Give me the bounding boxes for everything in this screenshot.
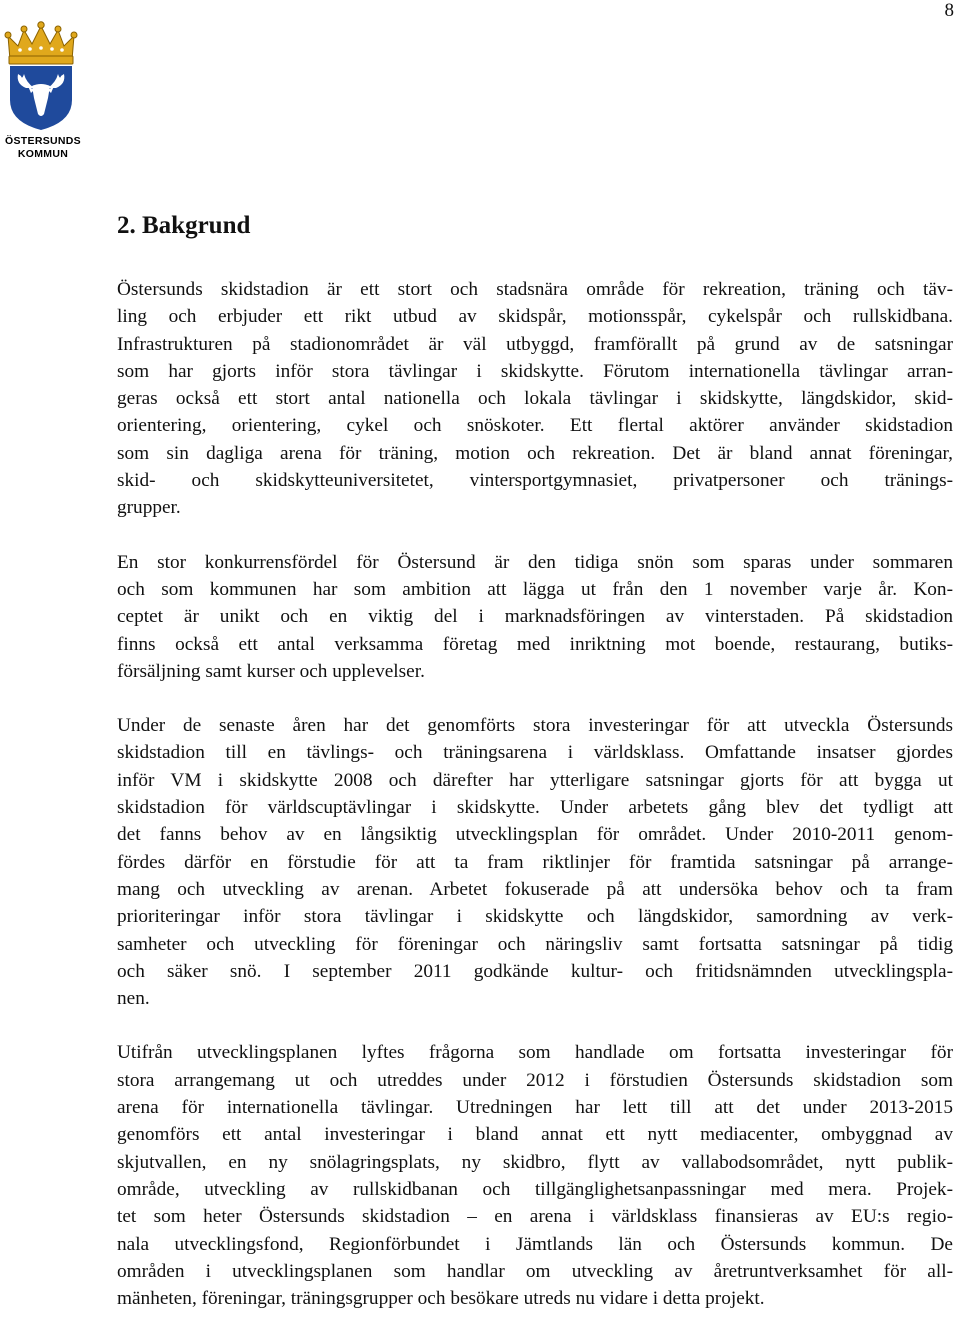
text-line: skjutvallen, en ny snölagringsplats, ny skidbro, flytt av vallabodsområdet, nytt publik- (117, 1151, 953, 1173)
municipality-logo (4, 20, 81, 165)
text-line: En stor konkurrensfördel för Östersund är den tidiga snön som sparas under sommaren (117, 551, 953, 573)
crown-icon (5, 22, 77, 64)
text-line: ling och erbjuder ett rikt utbud av skidspår, motionsspår, cykelspår och rullskidbana. (117, 306, 953, 328)
text-line: mang och utveckling av arenan. Arbetet fokuserade på att undersöka behov och ta fram (117, 878, 953, 900)
text-line: tet som heter Östersunds skidstadion – en arena i världsklass finansieras av EU:s regio- (117, 1206, 953, 1228)
text-line: Östersunds skidstadion är ett stort och stadsnära område för rekreation, träning och täv- (117, 279, 953, 300)
text-line: nen. (117, 988, 150, 1010)
paragraph (117, 549, 953, 685)
section-heading: 2. Bakgrund (117, 212, 251, 239)
text-line: skidstadion för världscuptävlingar i skidskytte. Under arbetets gång blev det tydligt att (117, 797, 953, 819)
text-line: område, utveckling av rullskidbanan och tillgänglighetsanpassningar med mera. Projek- (117, 1178, 953, 1200)
text-line: orientering, orientering, cykel och snöskoter. Ett flertal aktörer använder skidstadion (117, 415, 953, 437)
paragraph (117, 1039, 953, 1312)
paragraph (117, 712, 953, 1012)
text-line: och som kommunen har som ambition att lägga ut från den 1 november varje år. Kon- (117, 578, 953, 600)
text-line: samheter och utveckling för föreningar och näringsliv samt fortsatta satsningar på tidig (117, 933, 953, 955)
text-line: genomförs ett antal investeringar i bland annat ett nytt mediacenter, ombyggnad av (117, 1124, 953, 1146)
paragraph (117, 276, 953, 522)
text-line: inför VM i skidskytte 2008 och därefter har ytterligare satsningar gjorts för att bygga ut (117, 769, 953, 791)
text-line: skid- och skidskytteuniversitetet, vintersportgymnasiet, privatpersoner och tränings- (117, 470, 953, 492)
logo-text-line2: KOMMUN (17, 148, 69, 160)
text-line: ceptet är unikt och en viktig del i marknadsföringen av vinterstaden. På skidstadion (117, 606, 953, 628)
text-line: mänheten, föreningar, träningsgrupper och besökare utreds nu vidare i detta projekt. (117, 1288, 765, 1310)
text-line: skidstadion till en tävlings- och träningsarena i världsklass. Omfattande insatser gjordes (117, 742, 953, 764)
text-line: stora arrangemang ut och utreddes under 2012 i förstudien Östersunds skidstadion som (117, 1069, 953, 1091)
text-line: arena för internationella tävlingar. Utredningen har lett till att det under 2013-2015 (117, 1097, 953, 1119)
text-line: som har gjorts inför stora tävlingar i skidskytte. Förutom internationella tävlingar arran- (117, 360, 953, 382)
page-number: 8 (944, 0, 954, 21)
text-line: och säker snö. I september 2011 godkände kultur- och fritidsnämnden utvecklingspla- (117, 960, 953, 982)
logo-text-line1: ÖSTERSUNDS (5, 135, 81, 147)
text-line: finns också ett antal verksamma företag med inriktning mot boende, restaurang, butiks- (117, 633, 953, 655)
text-line: grupper. (117, 497, 181, 519)
text-line: Infrastrukturen på stadionområdet är väl utbyggd, framförallt på grund av de satsningar (117, 333, 953, 355)
text-line: Under de senaste åren har det genomförts stora investeringar för att utveckla Östersunds (117, 715, 953, 737)
body-text (117, 276, 953, 1339)
text-line: nala utvecklingsfond, Regionförbundet i Jämtlands län och Östersunds kommun. De (117, 1233, 953, 1255)
text-line: försäljning samt kurser och upplevelser. (117, 660, 425, 682)
text-line: det fanns behov av en långsiktig utvecklingsplan för området. Under 2010-2011 genom- (117, 824, 953, 846)
text-line: geras också ett stort antal nationella och lokala tävlingar i skidskytte, längdskidor, skid- (117, 388, 953, 410)
text-line: som sin dagliga arena för träning, motion och rekreation. Det är bland annat föreningar, (117, 442, 953, 464)
text-line: fördes därför en förstudie för att ta fram riktlinjer för framtida satsningar på arrange- (117, 851, 953, 873)
text-line: Utifrån utvecklingsplanen lyftes frågorna som handlade om fortsatta investeringar för (117, 1042, 953, 1064)
coat-of-arms-icon (4, 20, 78, 132)
text-line: prioriteringar inför stora tävlingar i skidskytte och längdskidor, samordning av verk- (117, 906, 953, 928)
text-line: områden i utvecklingsplanen som handlar om utveckling av åretruntverksamhet för all- (117, 1260, 953, 1282)
